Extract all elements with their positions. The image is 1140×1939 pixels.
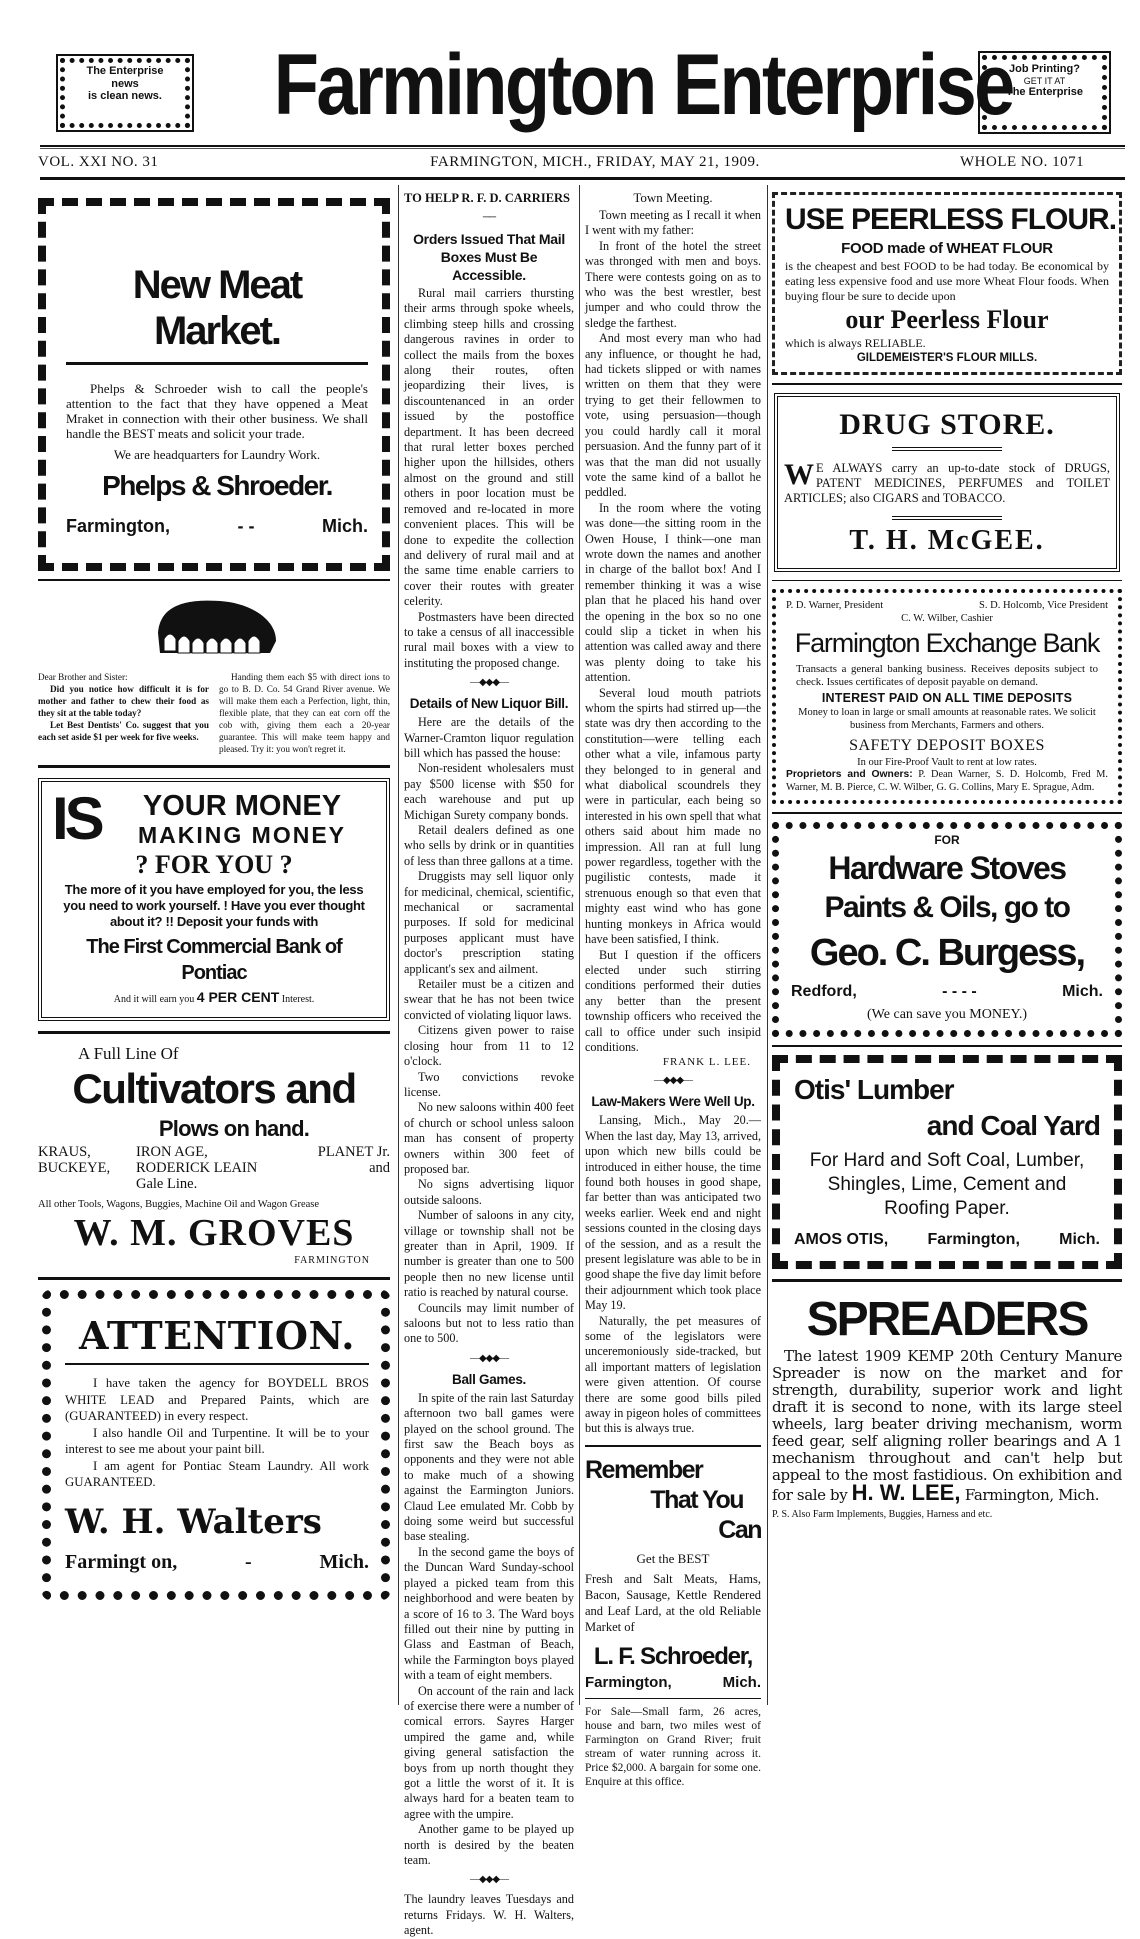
dateline: FARMINGTON, MICH., FRIDAY, MAY 21, 1909. <box>430 154 760 170</box>
liquor-paragraph: No signs advertising liquor outside saloons. <box>404 1177 574 1207</box>
rfd-paragraph: Rural mail carriers thursting their arms through spoke wheels, climbing steep hills and crossing dangerous ravines in order to collect the mails from the boxes along their routes, often jeopardizing their lives, is discountenanced in an order issued by the postoffice department. It has been decreed that rural letter boxes perched higher upon the hillsides, others almost on the ground and still others in poor location must be removed and re-located in more convenient places. This will be done to expedite the collection and delivery of rural mail and at the same time enable carriers to cover their routes with greater celerity. <box>404 286 574 609</box>
walters-name: W. H. Walters <box>65 1501 322 1542</box>
separator: —◆◆◆— <box>469 1874 509 1886</box>
whole-number: WHOLE NO. 1071 <box>960 154 1085 170</box>
town: Farmington, <box>585 1673 672 1691</box>
walters-paragraph: I have taken the agency for BOYDELL BROS WHITE LEAD and Prepared Paints, which are (GUARANTEED) in every respect. <box>65 1376 369 1423</box>
for-sale-notice: For Sale—Small farm, 26 acres, house and barn, two miles west of Farmington on Grand River; fruit stream of water running across it. Price $2,000. A bargain for some one. Enquire at this office. <box>585 1705 761 1788</box>
exchange-bank-name: Farmington Exchange Bank <box>794 628 1100 658</box>
column-middle-right <box>585 188 761 1789</box>
liquor-paragraph: No new saloons within 400 feet of church or school unless saloon man has consent of property owners within 300 feet of proposed bar. <box>404 1100 574 1176</box>
walters-paragraph: I am agent for Pontiac Steam Laundry. All work GUARANTEED. <box>65 1458 369 1489</box>
separator: —◆◆◆— <box>653 1075 693 1087</box>
schroeder-get: Get the BEST <box>636 1550 710 1566</box>
spreaders-ps: P. S. Also Farm Implements, Buggies, Harness and etc. <box>772 1509 993 1520</box>
vice-president: S. D. Holcomb, Vice President <box>979 600 1108 611</box>
groves-headline: Cultivators and <box>72 1065 356 1112</box>
state: Mich. <box>1058 1486 1100 1504</box>
ad-pontiac-bank <box>38 778 390 1021</box>
lawmakers-headline: Law-Makers Were Well Up. <box>591 1094 755 1110</box>
town-meeting-paragraph: And most every man who had any influence, or thought he had, had tickets slipped or with names written on them that they were trying to get their fellowmen to vote, using persuasion—though you could hardly call it moral persuasion. And the funny part of it was that the man did not usually vote the same kind of a ballot he peddled. <box>585 331 761 500</box>
money-line-1: YOUR MONEY <box>142 790 342 822</box>
section-rule <box>585 1445 761 1447</box>
bank-owners <box>786 769 1108 794</box>
flour-sub: FOOD made of WHEAT FLOUR <box>841 240 1053 257</box>
president: P. D. Warner, President <box>786 600 884 611</box>
town-meeting-paragraph: Town meeting as I recall it when I went with my father: <box>585 208 761 238</box>
safety-deposit: SAFETY DEPOSIT BOXES <box>849 737 1045 754</box>
big-is: IS <box>52 785 101 852</box>
pontiac-bank-name: The First Commercial Bank of Pontiac <box>86 936 342 984</box>
money-headline <box>52 785 376 852</box>
section-rule <box>772 580 1122 581</box>
column-divider <box>398 185 399 1705</box>
separator: —◆◆◆— <box>469 677 509 689</box>
brand: PLANET Jr. <box>317 1144 390 1160</box>
walters-headline: ATTENTION. <box>65 1313 369 1365</box>
drug-headline: DRUG STORE. <box>839 408 1055 441</box>
ear-right-line: GET IT AT <box>1023 75 1066 86</box>
ball-paragraph: Another game to be played up north is desired by the beaten team. <box>404 1822 574 1867</box>
section-rule <box>772 812 1122 814</box>
money-line-2: MAKING MONEY <box>138 822 346 848</box>
state: Mich. <box>321 516 368 536</box>
interest-line <box>52 988 376 1009</box>
money-line-3: ? FOR YOU ? <box>135 850 293 879</box>
liquor-paragraph: Two convictions revoke license. <box>404 1069 574 1099</box>
ball-headline: Ball Games. <box>452 1371 526 1387</box>
ball-paragraph: In spite of the rain last Saturday afternoon two ball games were played on the school ground. The first saw the Beach boys as opponents and they were not able to make much of a showing against the Earmington Juniors. Claud Lee emulated Mr. Cobb by doing some weird but successful base stealing. <box>404 1390 574 1544</box>
liquor-paragraph: Retail dealers defined as one who sells by drink or in quantities of less than three gallons at a time. <box>404 823 574 868</box>
masthead-bottom-rule <box>40 177 1125 180</box>
section-rule <box>38 1277 390 1280</box>
liquor-paragraph: Citizens given power to raise closing hour from 11 to 12 o'clock. <box>404 1023 574 1069</box>
state: Mich. <box>1062 983 1103 1000</box>
groves-name: W. M. GROVES <box>73 1212 355 1254</box>
ear-left-line: The Enterprise <box>86 65 164 77</box>
liquor-paragraph: Druggists may sell liquor only for medicinal, chemical, scientific, mechanical or sacramental purposes. If sold for medicinal purposes applicant must have doctor's prescription stating applicant's sex and ailment. <box>404 869 574 976</box>
section-rule <box>772 1279 1122 1282</box>
schroeder-line-1: Remember <box>585 1455 703 1484</box>
dentist-letter-left <box>38 671 209 743</box>
column-right <box>772 188 1122 1521</box>
liquor-paragraph: Councils may limit number of saloons but not to less ratio than one to 500. <box>404 1300 574 1346</box>
town: Farmington, <box>927 1231 1020 1248</box>
burgess-tagline: (We can save you MONEY.) <box>867 1007 1027 1022</box>
section-rule <box>38 1031 390 1034</box>
interest-post: Interest. <box>281 994 315 1005</box>
masthead-top-rule <box>40 145 1125 147</box>
brand: RODERICK LEAIN <box>136 1160 258 1176</box>
ear-left-line: news <box>111 77 139 90</box>
town: Farmington, <box>964 1486 1054 1504</box>
column-left <box>38 188 390 1600</box>
money-lines <box>108 790 376 848</box>
walters-location <box>65 1549 369 1575</box>
meat-market-location <box>66 515 368 537</box>
spreaders-text: The latest 1909 KEMP 20th Century Manure Spreader is now on the market and for strength, durability, superior work and light draft it is second to none, with its large steel wheels, larg beater driving mechanism, worm feed gear, self aligning roller bearings and A 1 mechanism throughout and can't help but appeal to the most fastidious. On exhibition and for sale by <box>772 1347 1122 1504</box>
separator: —◆◆◆— <box>469 1352 509 1364</box>
ad-drug-store <box>774 393 1120 572</box>
lawmakers-body <box>585 1113 761 1437</box>
otis-location <box>794 1229 1100 1251</box>
column-middle-left <box>404 188 574 1939</box>
schroeder-body: Fresh and Salt Meats, Hams, Bacon, Sausage, Kettle Rendered and Leaf Lard, at the old Reliable Market of <box>585 1571 761 1634</box>
column-divider <box>579 185 580 1705</box>
flour-headline: USE PEERLESS FLOUR. <box>785 203 1117 236</box>
dentist-letter <box>38 671 390 755</box>
groves-other: All other Tools, Wagons, Buggies, Machine Oil and Wagon Grease <box>38 1199 320 1210</box>
drug-divider <box>892 516 1002 520</box>
flour-brand: our Peerless Flour <box>845 305 1049 334</box>
otis-name: AMOS OTIS, <box>794 1231 889 1248</box>
spreaders-body <box>772 1348 1122 1504</box>
ad-exchange-bank <box>772 589 1122 804</box>
drug-body: E ALWAYS carry an up-to-date stock of DRUGS, PATENT MEDICINES, PERFUMES and TOILET ARTICLES; also CIGARS and TOBACCO. <box>784 461 1110 505</box>
burgess-line-2: Paints & Oils, go to <box>824 891 1070 924</box>
liquor-paragraph: Here are the details of the Warner-Cramton liquor regulation bill which has passed the house: <box>404 715 574 760</box>
dentist-paragraph: Let Best Dentists' Co. suggest that you each set aside $1 per week for five weeks. <box>38 720 209 742</box>
section-rule <box>772 1045 1122 1047</box>
liquor-paragraph: Number of saloons in any city, village or township shall not be greater than in April, 1909. If number is greater than one to 500 people then no new license until ratio is reached by natural course. <box>404 1208 574 1300</box>
section-rule <box>38 579 390 581</box>
liquor-paragraph: Retailer must be a citizen and swear that he has not been twice convicted of violating liquor laws. <box>404 977 574 1022</box>
burgess-name: Geo. C. Burgess, <box>809 932 1085 974</box>
ear-right-line: The Enterprise <box>1005 85 1084 98</box>
ad-walters <box>42 1290 390 1600</box>
rfd-headline: Orders Issued That Mail Boxes Must Be Accessible. <box>413 231 565 283</box>
owners-label: Proprietors and Owners: <box>786 769 913 780</box>
town-meeting-paragraph: But I question if the officers elected under such stirring conditions performed their duties any better than the present township officers who received the call to office under such insipid conditions. <box>585 947 761 1054</box>
schroeder-line-3: Can <box>718 1515 761 1544</box>
groves-town: FARMINGTON <box>294 1255 370 1266</box>
burgess-location <box>791 982 1103 1002</box>
otis-line-1: Otis' Lumber <box>794 1074 954 1105</box>
section-rule <box>772 383 1122 385</box>
rfd-paragraph: Postmasters have been directed to take a census of all inaccessible rural mail boxes with a view to instituting the proposed change. <box>404 609 574 670</box>
ad-otis <box>772 1055 1122 1269</box>
schroeder-name: L. F. Schroeder, <box>593 1642 753 1670</box>
town-meeting-paragraph: In front of the hotel the street was thronged with men and boys. There were contests going on as to who was the best wrestler, best jumper and who could throw the sledge the farthest. <box>585 238 761 330</box>
volume-number: VOL. XXI NO. 31 <box>38 154 159 170</box>
walters-paragraph: I also handle Oil and Turpentine. It will be to your interest to see me about your paint bill. <box>65 1425 369 1456</box>
ad-peerless-flour <box>772 192 1122 375</box>
liquor-body <box>404 715 574 1347</box>
dentist-paragraph: Did you notice how difficult it is for mother and father to chew their food as they sit at the table today? <box>38 684 209 718</box>
meat-market-laundry: We are headquarters for Laundry Work. <box>113 447 321 462</box>
ear-right-box <box>982 55 1107 130</box>
lawmakers-paragraph: Naturally, the pet measures of some of the legislators were unceremoniously side-tracked, but all important matters of legislation were given attention. Of course there are some good bills piled away in pigeon holes of committees but this is always true. <box>585 1313 761 1436</box>
interest-banner: INTEREST PAID ON ALL TIME DEPOSITS <box>821 691 1073 705</box>
flour-reliable: which is always RELIABLE. <box>785 336 926 350</box>
ball-paragraph: In the second game the boys of the Duncan Ward Sunday-school played a picked team from this neighborhood and were beaten by a score of 16 to 3. The Ward boys filled out their nine by putting in Glass and Eastman of Beach, while the Farmington boys played with a team of eight members. <box>404 1544 574 1683</box>
rfd-body <box>404 286 574 671</box>
laundry-note: The laundry leaves Tuesdays and returns Fridays. W. H. Walters, agent. <box>404 1892 574 1938</box>
cashier: C. W. Wilber, Cashier <box>901 613 993 624</box>
flour-mill: GILDEMEISTER'S FLOUR MILLS. <box>856 352 1038 364</box>
town: Farmingt on, <box>65 1550 178 1573</box>
brand: IRON AGE, <box>136 1144 208 1160</box>
ear-left-line: is clean news. <box>88 90 162 103</box>
bank-loans: Money to loan in large or small amounts at reasonable rates. We solicit business from Merchants, Farmers and others. <box>798 707 1096 731</box>
column-divider <box>767 185 768 1705</box>
money-body: The more of it you have employed for you, the less you need to work yourself. ! Have you ever thought about it? !! Deposit your funds with <box>63 882 365 929</box>
walters-body <box>65 1375 369 1491</box>
otis-body: For Hard and Soft Coal, Lumber, Shingles, Lime, Cement and Roofing Paper. <box>809 1150 1085 1219</box>
separator: ── <box>482 212 496 223</box>
ad-burgess <box>772 822 1122 1037</box>
state: Mich. <box>722 1673 761 1691</box>
drug-body-wrap <box>784 458 1110 506</box>
drop-cap: W <box>784 458 814 491</box>
schroeder-location <box>585 1673 761 1699</box>
town-meeting-paragraph: In the room where the voting was done—the sitting room in the Owen House, I think—one man wrote down the names and another in charge of the ballot box! And I remember thinking it was a wise plan that he placed his hand over the opening in the box so no one could slip a ticket in when his attention was called away and there was plenty doing to take his attention. <box>585 500 761 685</box>
otis-line-2: and Coal Yard <box>926 1110 1100 1141</box>
meat-market-signature: Phelps & Shroeder. <box>102 470 332 501</box>
meat-market-body: Phelps & Schroeder wish to call the people's attention to the fact that they have oppened a Meat Mraket in connection with their other business. We shall handle the BEST meats and solicit your trade. <box>66 381 368 441</box>
dashes: - - <box>237 516 255 536</box>
town-meeting-byline: FRANK L. LEE. <box>662 1056 751 1069</box>
ad-groves <box>38 1044 390 1267</box>
bank-body: Transacts a general banking business. Receives deposits subject to check. Issues certificates of deposit payable on demand. <box>796 663 1098 688</box>
burgess-line-1: Hardware Stoves <box>828 850 1066 886</box>
interest-rate: 4 PER CENT <box>196 989 280 1005</box>
ad-schroeder <box>585 1455 761 1789</box>
town-meeting-headline: Town Meeting. <box>633 190 713 205</box>
state: Mich. <box>319 1550 369 1573</box>
masthead-top-rule-thin <box>40 148 1125 149</box>
town-meeting-body <box>585 208 761 1055</box>
interest-pre: And it will earn you <box>113 994 195 1005</box>
flour-body: is the cheapest and best FOOD to be had today. Be economical by eating less expensive food and use more Wheat Flour foods. When buying flour be sure to decide upon <box>785 259 1109 303</box>
section-rule <box>38 765 390 768</box>
owners-list: P. Dean Warner, S. D. Holcomb, Fred M. Warner, M. B. Pierce, C. W. Wilber, G. G. Collins, Mary E. Sprague, Adm. <box>786 769 1108 793</box>
burgess-for: FOR <box>934 833 960 847</box>
town: Farmington, <box>66 516 170 536</box>
dentist-paragraph: Handing them each $5 with direct ions to go to B. D. Co. 54 Grand River avenue. We will make them each a Perfection, light, thin, flexible plate, that they can eat corn off the cob with, giving them each a 20-year guarantee. This will make teem happy and pleased. Try it: you won't regret it. <box>219 672 390 754</box>
dash: - <box>245 1550 252 1573</box>
brand: and <box>369 1160 390 1176</box>
town: Redford, <box>791 983 857 1000</box>
groves-intro: A Full Line Of <box>78 1044 179 1063</box>
groves-sub: Plows on hand. <box>158 1116 310 1141</box>
drug-owner: T. H. McGEE. <box>849 525 1045 556</box>
dentist-salutation: Dear Brother and Sister: <box>38 672 128 682</box>
vault-note: In our Fire-Proof Vault to rent at low rates. <box>857 757 1037 768</box>
drug-divider <box>892 447 1002 451</box>
ad-meat-market <box>38 198 390 571</box>
lawmakers-paragraph: Lansing, Mich., May 20.—When the last day, May 13, arrived, upon which new bills could be introduced in either house, the time found both houses in good shape, far better than was anticipated two weeks earlier. Week end and night sessions counted in the closing days of the session, and as a result the present legislature was able to be in good shape the five day limit before their adjournment which took place May 19. <box>585 1113 761 1313</box>
dashes: - - - - <box>942 983 977 1000</box>
brand: Gale Line. <box>136 1176 198 1192</box>
brand-list <box>38 1144 390 1192</box>
dentist-letter-right <box>219 671 390 755</box>
dealer-name: H. W. LEE, <box>851 1480 961 1505</box>
brand: BUCKEYE, <box>38 1160 111 1176</box>
schroeder-line-2: That You <box>650 1485 743 1514</box>
ear-right-line: Job Printing? <box>1009 63 1080 75</box>
liquor-headline: Details of New Liquor Bill. <box>409 696 569 712</box>
state: Mich. <box>1059 1231 1100 1248</box>
meat-market-headline: New Meat Market. <box>66 262 368 365</box>
bank-officers <box>786 599 1108 612</box>
liquor-paragraph: Non-resident wholesalers must pay $500 license with $50 for each warehouse and put up Michigan Surety company bonds. <box>404 761 574 822</box>
brand: KRAUS, <box>38 1144 91 1160</box>
spreaders-headline: SPREADERS <box>806 1293 1088 1346</box>
dentures-icon <box>150 593 278 661</box>
ear-left-box <box>60 58 190 128</box>
ball-body <box>404 1391 574 1869</box>
ad-spreaders <box>772 1292 1122 1521</box>
ball-paragraph: On account of the rain and lack of exercise there were a number of comical errors. Sayres Harger umpired the game and, while giving general satisfaction the boys from up north thought they got a little the worst of it. It is always hard for a beaten team to agree with the umpire. <box>404 1683 574 1821</box>
newspaper-title: Farmington Enterprise <box>273 37 1013 133</box>
town-meeting-paragraph: Several loud mouth patriots whom the spirts had stirred up—the state was dry then according to the constitution—were telling each other what a vile, infamous party they belonged to in general and what diabolical scoundrels they were in particular, each being so interested in his own spell that what others said about him made no impression. All ran at full lung power regardless, together with the pugilistic contests, made it strenuous enough so that even that mighty east wind who has gone hunting monkeys in Africa would have been satisfied, I think. <box>585 685 761 947</box>
rfd-kicker: TO HELP R. F. D. CARRIERS <box>404 191 571 205</box>
